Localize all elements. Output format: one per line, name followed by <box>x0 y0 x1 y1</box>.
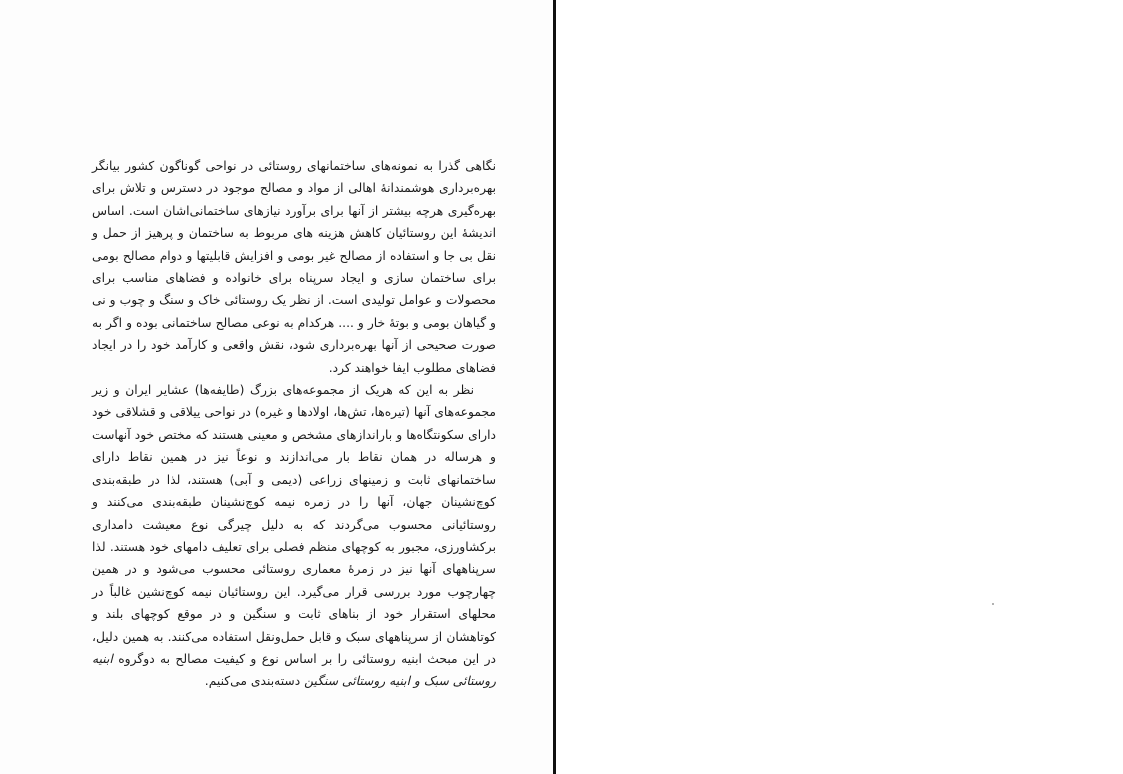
left-page <box>0 0 553 774</box>
paragraph-2-end: دسته‌بندی می‌کنیم. <box>204 674 301 689</box>
paragraph-2-italic: ابنیه روستائی سبک و ابنیه روستائی سنگین <box>92 651 496 689</box>
scan-speck <box>992 603 994 605</box>
paragraph-2-text: نظر به این که هریک از مجموعه‌های بزرگ (طایفه‌ها) عشایر ایران و زیر مجموعه‌های آنها (تیره‌ها، تش‌ها، اولادها و غیره) در نواحی ییلاقی و قشلاقی خود دارای سکونتگاه‌ها و باراندازهای مشخص و معینی هستند که مختص خود آنهاست و هرساله در همان نقاط بار می‌اندازند و نوعاً نیز در همین نقاط دارای ساختمانهای ثابت و زمینهای زراعی (دیمی و آبی) هستند، لذا در طبقه‌بندی کوچ‌نشینان جهان، آنها را در زمره نیمه کوچ‌نشینان طبقه‌بندی می‌کنند و روستائیانی محسوب می‌گردند که به دلیل چیرگی نوع معیشت دامداری برکشاورزی، مجبور به کوچهای منظم فصلی برای تعلیف دامهای خود هستند. لذا سرپناههای آنها نیز در زمرهٔ معماری روستائی محسوب می‌شود و در همین چهارچوب مورد بررسی قرار می‌گیرد. این روستائیان نیمه کوچ‌نشین غالباً در محلهای استقرار خود از بناهای ثابت و سنگین و در موقع کوچهای بلند و کوتاهشان از سرپناههای سبک و قابل حمل‌ونقل استفاده می‌کنند. به همین دلیل، در این مبحث ابنیه روستائی را بر اساس نوع و کیفیت مصالح به دوگروه <box>92 383 496 666</box>
gutter-line <box>553 0 556 774</box>
paragraph-2 <box>92 379 496 693</box>
paragraph-1: نگاهی گذرا به نمونه‌های ساختمانهای روستائی در نواحی گوناگون کشور بیانگر بهره‌برداری هوشمندانهٔ اهالی از مواد و مصالح موجود در دسترس و تلاش برای بهره‌گیری هرچه بیشتر از آنها برای برآورد نیازهای ساختمانی‌اشان است. اساس اندیشهٔ این روستائیان کاهش هزینه های مربوط به ساختمان و پرهیز از حمل و نقل بی جا و استفاده از مصالح غیر بومی و افزایش قابلیتها و دوام مصالح بومی برای ساختمان سازی و ایجاد سرپناه برای خانواده و فضاهای مناسب برای محصولات و عوامل تولیدی است. از نظر یک روستائی خاک و سنگ و چوب و نی و گیاهان بومی و بوتهٔ خار و .... هرکدام به نوعی مصالح ساختمانی بوده و اگر به صورت صحیحی از آنها بهره‌برداری شود، نقش واقعی و کارآمد خود را در ایجاد فضاهای مطلوب ایفا خواهند کرد. <box>92 159 496 375</box>
body-text <box>92 155 496 693</box>
right-page-blank <box>557 0 1123 774</box>
